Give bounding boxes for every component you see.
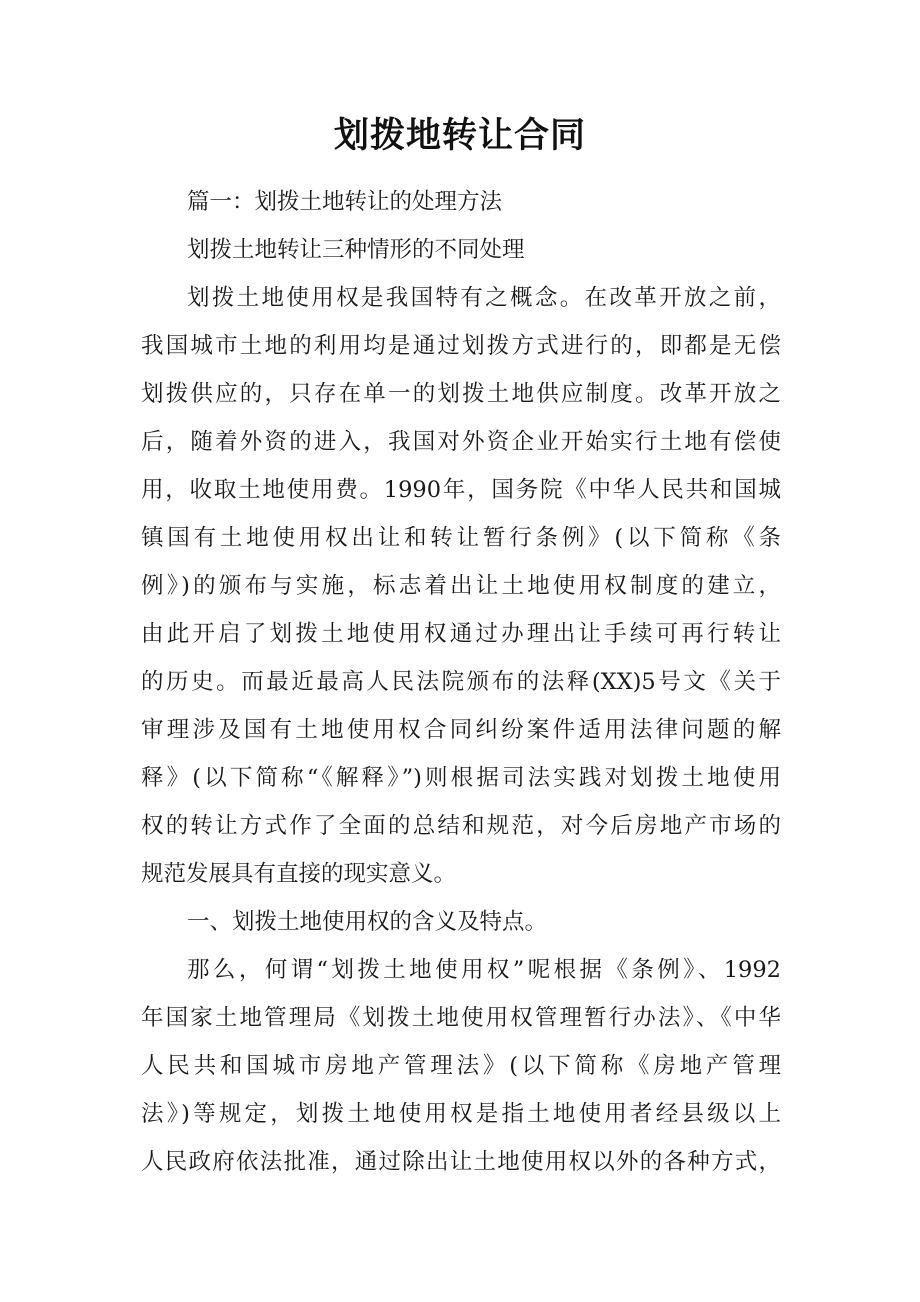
text-line: 篇一：划拨土地转让的处理方法 bbox=[187, 189, 503, 215]
text-line: 划拨土地使用权是我国特有之概念。在改革开放之前， bbox=[187, 285, 781, 311]
text-line: 规范发展具有直接的现实意义。 bbox=[141, 861, 457, 887]
text-line: 人民政府依法批准，通过除出让土地使用权以外的各种方式， bbox=[141, 1149, 781, 1175]
text-line: 的历史。而最近最高人民法院颁布的法释(XX)5号文《关于 bbox=[141, 669, 781, 695]
text-line: 那么，何谓“划拨土地使用权”呢根据《条例》、1992 bbox=[187, 957, 781, 983]
text-line: 一、划拨土地使用权的含义及特点。 bbox=[187, 909, 548, 935]
text-line: 镇国有土地使用权出让和转让暂行条例》(以下简称《条 bbox=[141, 525, 781, 551]
text-line: 后，随着外资的进入，我国对外资企业开始实行土地有偿使 bbox=[141, 429, 781, 455]
text-line: 划拨供应的，只存在单一的划拨土地供应制度。改革开放之 bbox=[141, 381, 781, 407]
text-line: 例》)的颁布与实施，标志着出让土地使用权制度的建立， bbox=[141, 573, 781, 599]
text-line: 审理涉及国有土地使用权合同纠纷案件适用法律问题的解 bbox=[141, 717, 781, 743]
text-line: 划拨土地转让三种情形的不同处理 bbox=[187, 237, 525, 263]
text-line: 年国家土地管理局《划拨土地使用权管理暂行办法》、《中华 bbox=[141, 1005, 781, 1031]
text-line: 我国城市土地的利用均是通过划拨方式进行的，即都是无偿 bbox=[141, 333, 781, 359]
document-body bbox=[141, 178, 781, 1186]
text-line: 由此开启了划拨土地使用权通过办理出让手续可再行转让 bbox=[141, 621, 781, 647]
text-line: 人民共和国城市房地产管理法》(以下简称《房地产管理 bbox=[141, 1053, 781, 1079]
text-line: 法》)等规定，划拨土地使用权是指土地使用者经县级以上 bbox=[141, 1101, 781, 1127]
text-line: 释》(以下简称“《解释》”)则根据司法实践对划拨土地使用 bbox=[141, 765, 781, 791]
text-line: 权的转让方式作了全面的总结和规范，对今后房地产市场的 bbox=[141, 813, 781, 839]
document-title: 划拨地转让合同 bbox=[333, 115, 586, 156]
text-line: 用，收取土地使用费。1990年，国务院《中华人民共和国城 bbox=[141, 477, 781, 503]
